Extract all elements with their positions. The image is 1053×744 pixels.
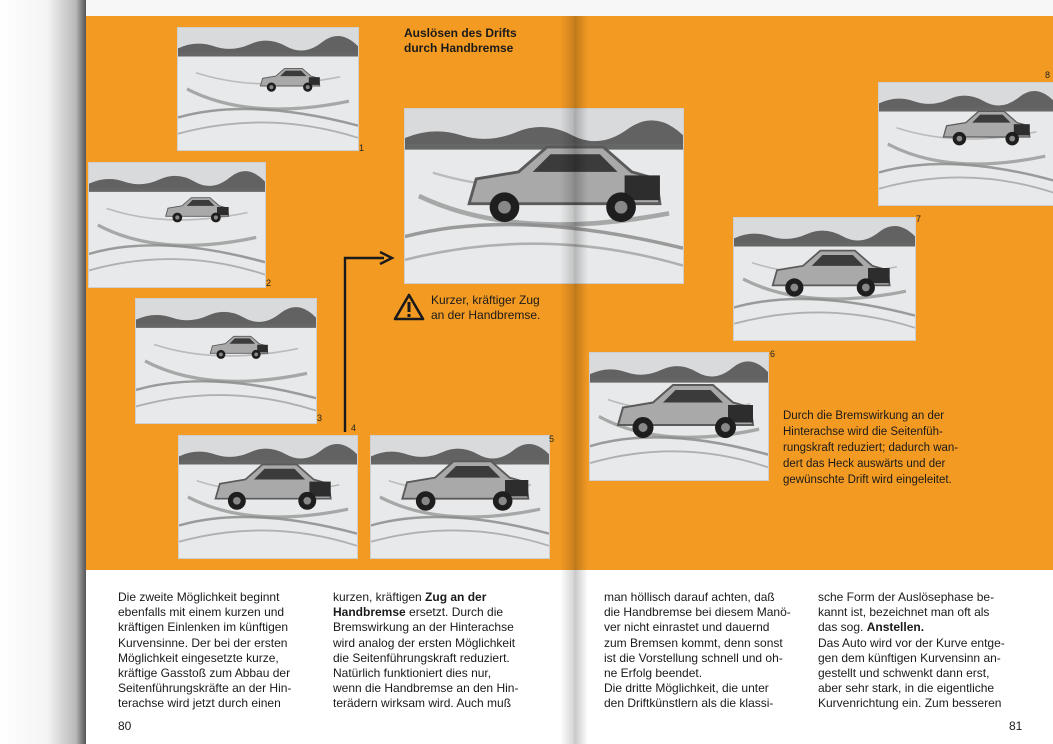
photo-number-2: 2 — [266, 278, 272, 288]
text-line: gen dem künftigen Kurvensinn an- — [818, 650, 1001, 665]
text-line: kannt ist, bezeichnet man oft als — [818, 605, 990, 620]
text-line: Die dritte Möglichkeit, die unter — [604, 681, 769, 696]
body-column-4 — [818, 590, 1028, 712]
drift-photo-6 — [589, 352, 769, 481]
heading-line-2: durch Handbremse — [404, 41, 514, 55]
text-line: Natürlich funktioniert dies nur, — [333, 666, 492, 681]
text-line: wird analog der ersten Möglichkeit — [333, 635, 516, 650]
text-line: ist die Vorstellung schnell und oh- — [604, 650, 783, 665]
text-line: terachse wird jetzt durch einen — [118, 696, 281, 711]
caption-line: rungskraft reduziert; dadurch wan- — [783, 442, 959, 454]
scan-left-edge — [0, 0, 86, 744]
photo-number-7: 7 — [916, 214, 922, 224]
emphasis-text: Anstellen. — [866, 620, 925, 635]
drift-photo-5 — [370, 435, 550, 559]
drift-caption — [783, 408, 1023, 488]
photo-number-3: 3 — [317, 413, 323, 423]
text-line — [333, 590, 548, 605]
text-line: die Handbremse bei diesem Manö- — [604, 605, 791, 620]
photo-number-4: 4 — [351, 423, 357, 433]
page-number-left: 80 — [118, 719, 132, 733]
text-line: Möglichkeit eingesetzte kurze, — [118, 650, 279, 665]
text-line: kräftige Gasstoß zum Abbau der — [118, 666, 291, 681]
text-line: kräftigen Einlenken im künftigen — [118, 620, 289, 635]
text-line: die Seitenführungskraft reduziert. — [333, 650, 510, 665]
sequence-arrow — [340, 248, 396, 434]
drift-photo-1 — [177, 27, 359, 151]
drift-photo-7 — [733, 217, 916, 341]
text-line: man höllisch darauf achten, daß — [604, 590, 775, 604]
caption-line: Durch die Bremswirkung an der — [783, 410, 945, 422]
emphasis-text: Handbremse — [333, 605, 406, 620]
text-line: Die zweite Möglichkeit beginnt — [118, 590, 280, 604]
text-run: das sog. — [818, 620, 867, 635]
text-line: Bremswirkung an der Hinterachse — [333, 620, 514, 635]
text-line — [333, 605, 548, 620]
text-line: ebenfalls mit einem kurzen und — [118, 605, 285, 620]
text-line: Kurvensinne. Der bei der ersten — [118, 635, 288, 650]
body-column-1 — [118, 590, 318, 712]
drift-photo-3 — [135, 298, 317, 424]
warning-line-1: Kurzer, kräftiger Zug — [431, 293, 540, 307]
spread-heading — [404, 26, 554, 56]
caption-line: gewünschte Drift wird eingeleitet. — [783, 474, 952, 486]
text-line: sche Form der Auslösephase be- — [818, 590, 995, 604]
body-column-3 — [604, 590, 809, 712]
drift-photo-2 — [88, 162, 266, 288]
photo-number-8: 8 — [1045, 70, 1051, 80]
text-line: Seitenführungskräfte an der Hin- — [118, 681, 292, 696]
text-line: Das Auto wird vor der Kurve entge- — [818, 635, 1005, 650]
text-line: terädern wirksam wird. Auch muß — [333, 696, 512, 711]
page-number-right: 81 — [1009, 719, 1023, 733]
warning-line-2: an der Handbremse. — [431, 308, 541, 322]
body-column-2 — [333, 590, 548, 712]
text-line: zum Bremsen kommt, denn sonst — [604, 635, 783, 650]
text-line — [818, 620, 1028, 635]
text-run: ersetzt. Durch die — [405, 605, 504, 620]
caption-line: dert das Heck auswärts und der — [783, 458, 946, 470]
drift-photo-4 — [178, 435, 358, 559]
photo-number-6: 6 — [770, 349, 776, 359]
emphasis-text: Zug an der — [425, 590, 487, 604]
warning-note — [431, 293, 561, 323]
text-run: kurzen, kräftigen — [333, 590, 426, 604]
warning-triangle-icon — [393, 293, 425, 321]
text-line: Kurvenrichtung ein. Zum besseren — [818, 696, 1002, 711]
text-line: gestellt und schwenkt dann erst, — [818, 666, 990, 681]
heading-line-1: Auslösen des Drifts — [404, 26, 517, 40]
scan-top-edge — [86, 0, 1053, 16]
book-gutter — [560, 16, 588, 744]
text-line: wenn die Handbremse an den Hin- — [333, 681, 519, 696]
photo-number-1: 1 — [359, 143, 365, 153]
text-line: ver nicht einrastet und dauernd — [604, 620, 770, 635]
text-line: ne Erfolg beendet. — [604, 666, 703, 681]
text-line: den Driftkünstlern als die klassi- — [604, 696, 774, 711]
photo-number-5: 5 — [549, 434, 555, 444]
text-line: aber sehr stark, in die eigentliche — [818, 681, 995, 696]
drift-photo-8 — [878, 82, 1053, 206]
caption-line: Hinterachse wird die Seitenfüh- — [783, 426, 943, 438]
drift-photo-handbrake — [404, 108, 684, 284]
